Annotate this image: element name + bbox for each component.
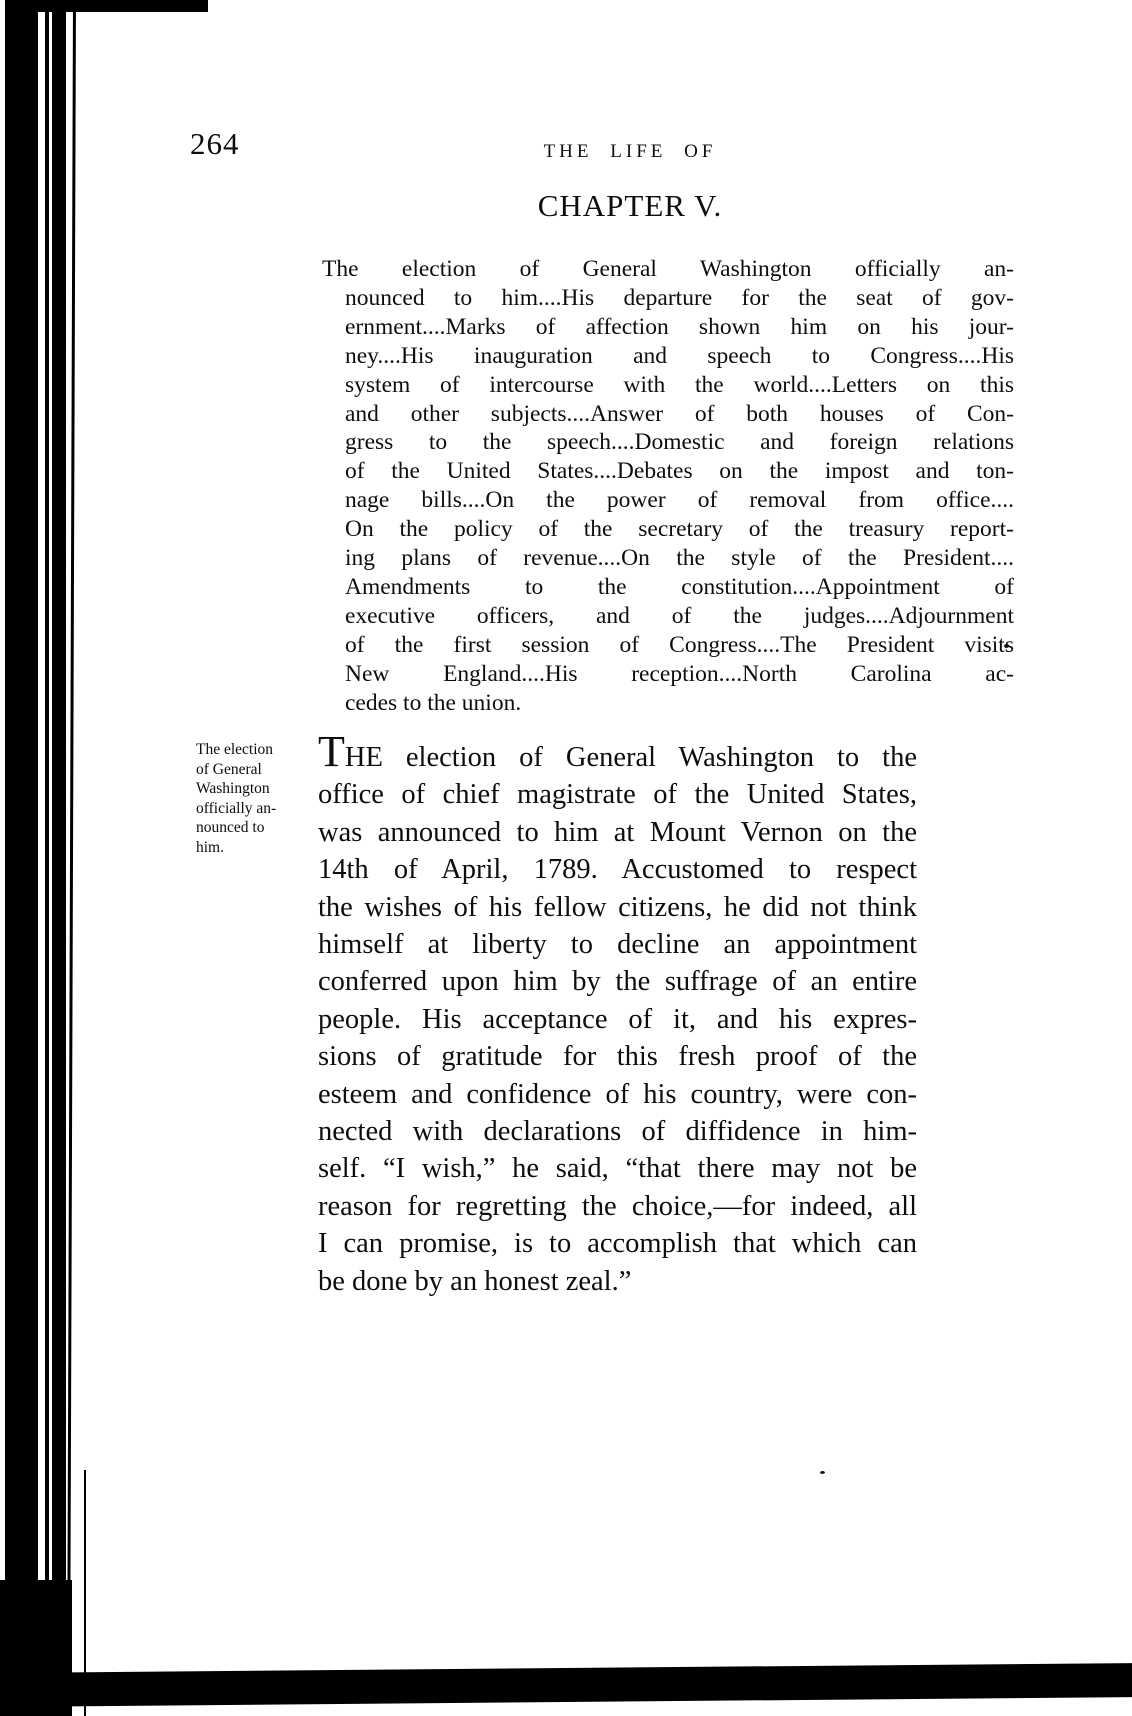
text-line: him. <box>196 838 224 856</box>
text-line: self. “I wish,” he said, “that there may not be <box>318 1153 917 1185</box>
text-line: gress to the speech....Domestic and foreign relations <box>345 429 1014 456</box>
text-line: officially an- <box>196 799 277 817</box>
page-number: 264 <box>190 126 240 161</box>
text-line: nounced to him....His departure for the seat of gov- <box>345 284 1014 311</box>
text-line: ney....His inauguration and speech to Congress....His <box>345 342 1014 369</box>
text-line: and other subjects....Answer of both houses of Con- <box>345 400 1014 427</box>
text-line: Washington <box>196 780 270 797</box>
text-line: The election <box>196 741 274 758</box>
margin-note <box>196 740 308 857</box>
body-first-line <box>318 727 917 776</box>
scan-gutter-bar <box>45 0 49 1716</box>
text-line: cedes to the union. <box>345 689 522 716</box>
running-head: THE LIFE OF <box>543 141 717 162</box>
text-line: himself at liberty to decline an appointment <box>318 929 917 961</box>
text-line: 14th of April, 1789. Accustomed to respect <box>318 854 917 886</box>
text-line: sions of gratitude for this fresh proof of the <box>318 1041 917 1073</box>
text-line: executive officers, and of the judges....Adjournment <box>345 602 1014 629</box>
scan-edge-bottom <box>0 1663 1132 1707</box>
text-line: nected with declarations of diffidence in him- <box>318 1116 917 1148</box>
text-line: ernment....Marks of affection shown him on his jour- <box>345 313 1014 340</box>
scan-gutter-line <box>67 0 76 1716</box>
body-rest-lines <box>318 776 917 1300</box>
text-line: Amendments to the constitution....Appointment of <box>345 573 1014 600</box>
text-line: nounced to <box>196 819 265 836</box>
text-line: I can promise, is to accomplish that which can <box>318 1228 917 1260</box>
text-line: system of intercourse with the world....Letters on this <box>345 371 1014 398</box>
text-line: conferred upon him by the suffrage of an entire <box>318 966 917 998</box>
text-line: of the first session of Congress....The President visits <box>345 631 1014 658</box>
text-line: be done by an honest zeal.” <box>318 1265 632 1297</box>
ink-speck <box>820 1471 825 1474</box>
text-line: reason for regretting the choice,—for indeed, all <box>318 1190 917 1222</box>
text-line: of General <box>196 760 262 778</box>
scan-gutter-bar <box>5 0 38 1716</box>
text-line: New England....His reception....North Carolina ac- <box>345 660 1014 687</box>
text-line: nage bills....On the power of removal from office.... <box>345 487 1014 514</box>
text-line: people. His acceptance of it, and his expres- <box>318 1003 917 1035</box>
text-line: On the policy of the secretary of the treasury report- <box>345 516 1014 543</box>
scan-edge-top <box>28 0 208 12</box>
chapter-summary <box>322 255 1014 718</box>
text-line: ing plans of revenue....On the style of the President.... <box>345 545 1014 572</box>
text-line: esteem and confidence of his country, were con- <box>318 1078 917 1110</box>
chapter-heading: CHAPTER V. <box>537 188 723 223</box>
text-line: the wishes of his fellow citizens, he did not think <box>318 891 917 923</box>
drop-cap: T <box>318 727 345 776</box>
text-line: was announced to him at Mount Vernon on the <box>318 816 917 848</box>
text-line: The election of General Washington officially an- <box>322 256 1014 282</box>
scan-gutter-bar <box>52 0 66 1716</box>
text-line: office of chief magistrate of the United States, <box>318 779 917 811</box>
body-first-line-rest: HE election of General Washington to the <box>344 742 917 773</box>
text-line: of the United States....Debates on the impost and ton- <box>345 458 1014 485</box>
body-text <box>318 727 917 1300</box>
